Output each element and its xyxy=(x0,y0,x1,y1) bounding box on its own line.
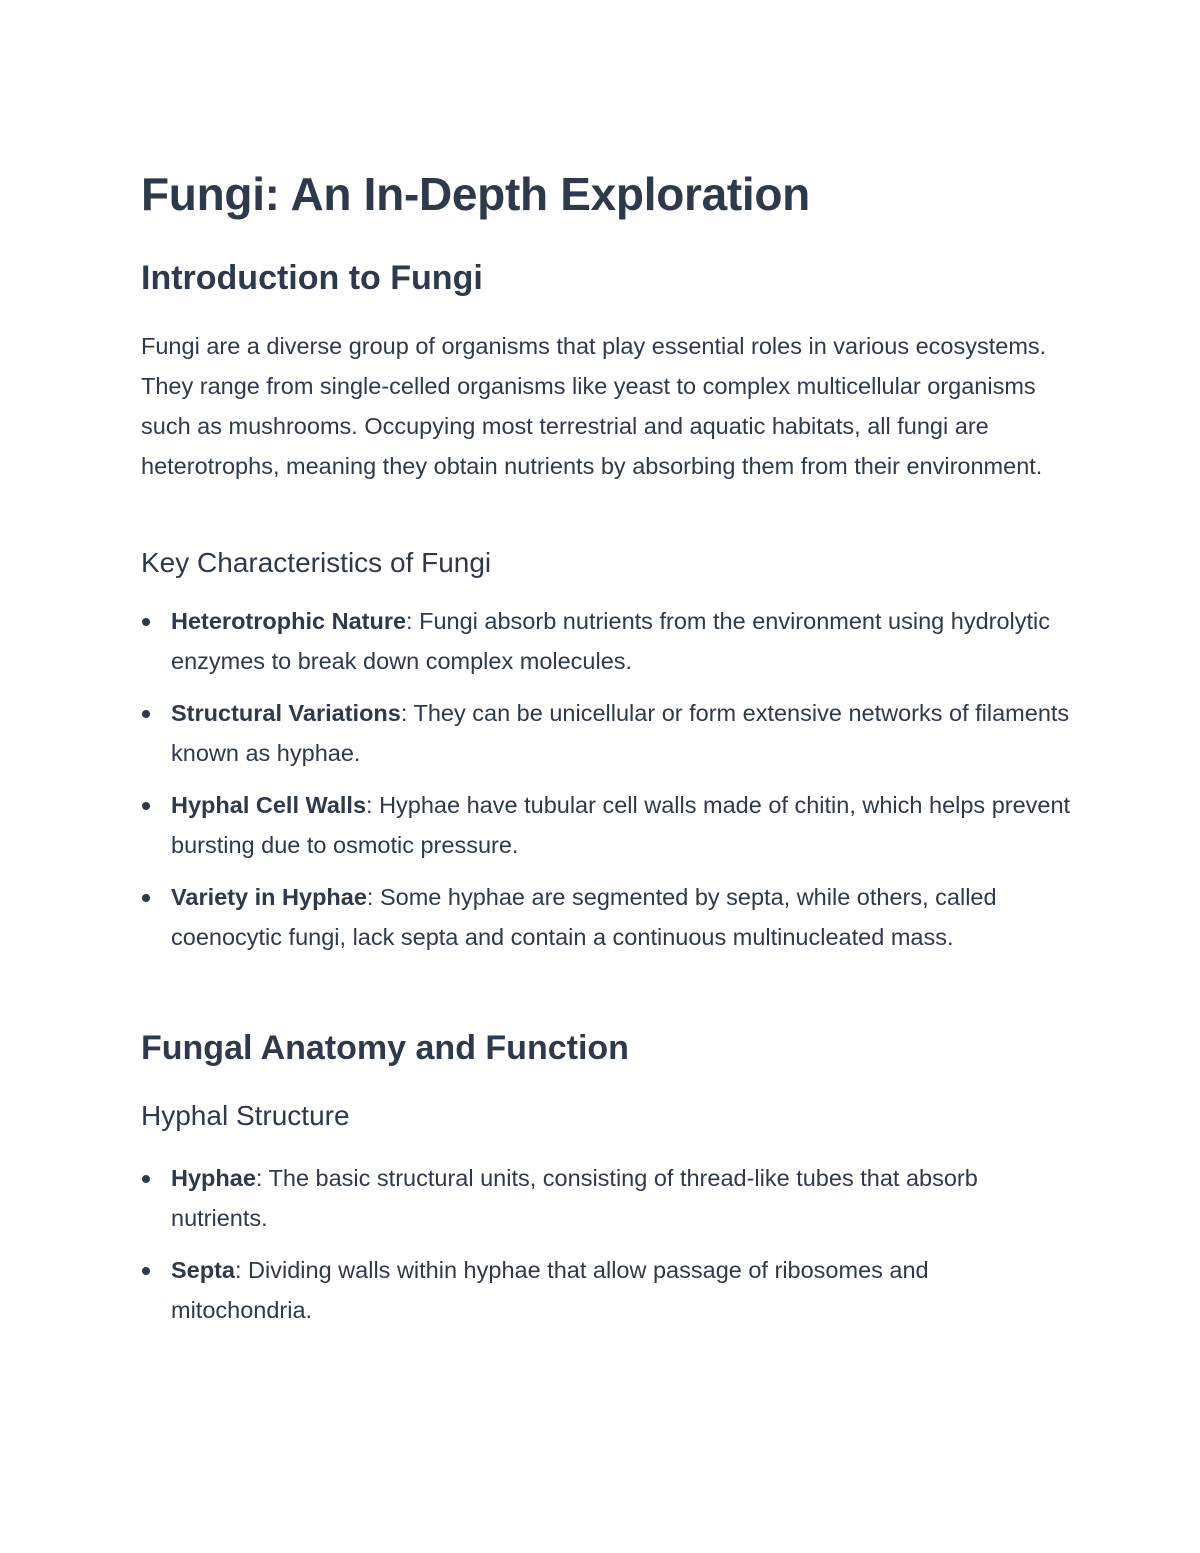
bullet-icon xyxy=(142,618,150,626)
list-item xyxy=(141,786,1071,865)
list-item-text: : They can be unicellular or form extensive networks of filaments known as hyphae. xyxy=(171,700,1070,766)
list-item-text: : Hyphae have tubular cell walls made of chitin, which helps prevent bursting due to osmotic pressure. xyxy=(171,792,1071,858)
list-item-text: : Fungi absorb nutrients from the environment using hydrolytic enzymes to break down complex molecules. xyxy=(171,608,1051,674)
list-item-term: Heterotrophic Nature xyxy=(171,608,407,634)
list-item-text: : Dividing walls within hyphae that allow passage of ribosomes and mitochondria. xyxy=(171,1257,929,1323)
list-item-text: : The basic structural units, consisting of thread-like tubes that absorb nutrients. xyxy=(171,1165,978,1231)
section-heading-anatomy: Fungal Anatomy and Function xyxy=(141,1029,629,1067)
list-item xyxy=(141,694,1071,773)
subheading-hyphal-structure: Hyphal Structure xyxy=(141,1100,350,1131)
list-item xyxy=(141,1251,1071,1330)
bullet-icon xyxy=(142,894,150,902)
list-item-term: Hyphal Cell Walls xyxy=(171,792,367,818)
list-item-term: Variety in Hyphae xyxy=(171,884,367,910)
key-characteristics-list xyxy=(141,602,1071,970)
list-item xyxy=(141,602,1071,681)
bullet-icon xyxy=(142,1267,150,1275)
list-item xyxy=(141,878,1071,957)
bullet-icon xyxy=(142,710,150,718)
list-item-term: Hyphae xyxy=(171,1165,256,1191)
hyphal-structure-list xyxy=(141,1159,1071,1343)
bullet-icon xyxy=(142,1175,150,1183)
list-item-term: Structural Variations xyxy=(171,700,401,726)
list-item xyxy=(141,1159,1071,1238)
section-heading-introduction: Introduction to Fungi xyxy=(141,259,483,297)
bullet-icon xyxy=(142,802,150,810)
document-title: Fungi: An In-Depth Exploration xyxy=(141,168,810,220)
introduction-paragraph: Fungi are a diverse group of organisms that play essential roles in various ecosystems. They range from single-celled organisms like yeast to complex multicellular organisms such as mushrooms. Occupying most terrestrial and aquatic habitats, all fungi are heterotrophs, meaning they obtain nutrients by absorbing them from their environment. xyxy=(141,333,1047,479)
list-item-text: : Some hyphae are segmented by septa, while others, called coenocytic fungi, lack septa and contain a continuous multinucleated mass. xyxy=(171,884,997,950)
list-item-term: Septa xyxy=(171,1257,235,1283)
subheading-key-characteristics: Key Characteristics of Fungi xyxy=(141,547,492,578)
